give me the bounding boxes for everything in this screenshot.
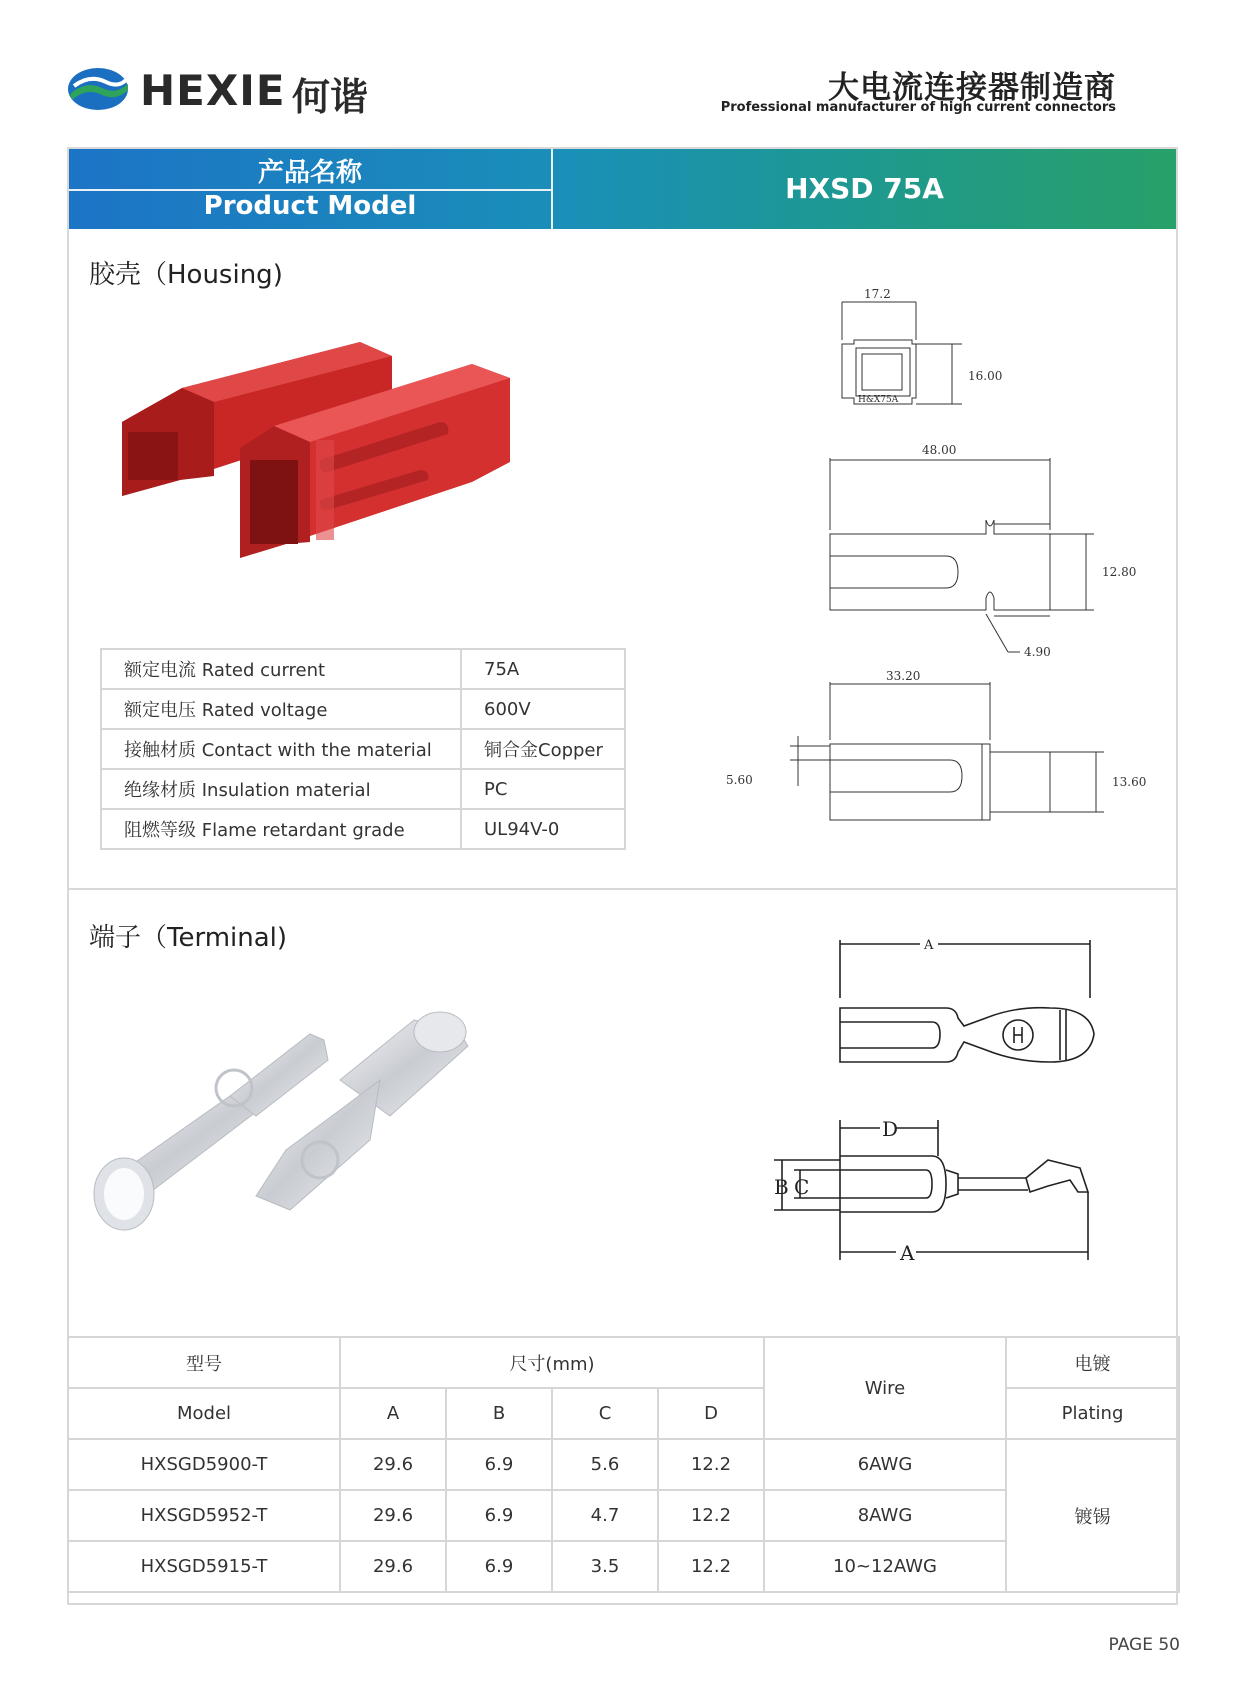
header-dim-d: D: [658, 1388, 764, 1439]
cell-c: 4.7: [552, 1490, 658, 1541]
table-header-row: [68, 1337, 1179, 1388]
cell-c: 3.5: [552, 1541, 658, 1592]
terminal-spec-table: [67, 1336, 1180, 1593]
header-model-en: Model: [68, 1388, 340, 1439]
cell-b: 6.9: [446, 1490, 552, 1541]
spec-label: 绝缘材质 Insulation material: [101, 769, 461, 809]
cell-d: 12.2: [658, 1541, 764, 1592]
cell-wire: 8AWG: [764, 1490, 1006, 1541]
header-plating-en: Plating: [1006, 1388, 1179, 1439]
housing-section-title: 胶壳（Housing): [89, 260, 283, 290]
cell-model: HXSGD5952-T: [68, 1490, 340, 1541]
terminal-photo: [80, 1000, 510, 1260]
dim-d-label: D: [882, 1117, 899, 1141]
dim-side-length: 33.20: [886, 669, 921, 683]
section-divider: [67, 888, 1178, 890]
spec-value: PC: [461, 769, 625, 809]
dim-c-label: C: [794, 1175, 810, 1199]
header-wire: Wire: [764, 1337, 1006, 1439]
spec-value: 75A: [461, 649, 625, 689]
page-number: PAGE 50: [1108, 1635, 1180, 1655]
header-dim-a: A: [340, 1388, 446, 1439]
table-row: [68, 1439, 1179, 1490]
cell-a: 29.6: [340, 1439, 446, 1490]
brand-name-cn: 何谐: [292, 75, 369, 119]
dim-side-offset: 5.60: [726, 773, 753, 787]
tagline-cn: 大电流连接器制造商: [828, 70, 1116, 106]
terminal-technical-drawing: [760, 930, 1120, 1270]
spec-value: 600V: [461, 689, 625, 729]
product-model-label-en: Product Model: [203, 191, 417, 221]
dim-top-height: 12.80: [1102, 565, 1137, 579]
dim-side-height: 13.60: [1112, 775, 1147, 789]
cell-b: 6.9: [446, 1541, 552, 1592]
tagline-en: Professional manufacturer of high current connectors: [720, 100, 1116, 115]
terminal-section-title: 端子（Terminal): [89, 923, 288, 953]
header-size-cn: 尺寸(mm): [340, 1337, 764, 1388]
spec-row: [101, 729, 625, 769]
housing-photo: [110, 330, 550, 590]
cell-d: 12.2: [658, 1439, 764, 1490]
front-marking: H&X75A: [858, 395, 899, 405]
cell-c: 5.6: [552, 1439, 658, 1490]
header-dim-b: B: [446, 1388, 552, 1439]
dim-top-notch: 4.90: [1024, 645, 1051, 659]
spec-value: UL94V-0: [461, 809, 625, 849]
dim-front-height: 16.00: [968, 369, 1003, 383]
product-model-label-cn: 产品名称: [257, 158, 362, 188]
spec-row: [101, 769, 625, 809]
spec-row: [101, 689, 625, 729]
spec-row: [101, 649, 625, 689]
table-header-row: [68, 1388, 1179, 1439]
housing-spec-table: [100, 648, 626, 850]
cell-b: 6.9: [446, 1439, 552, 1490]
dim-front-width: 17.2: [864, 287, 891, 301]
header-dim-c: C: [552, 1388, 658, 1439]
spec-label: 接触材质 Contact with the material: [101, 729, 461, 769]
terminal-table-body: [68, 1337, 1179, 1592]
dim-a-label: A: [924, 938, 934, 953]
header-plating-cn: 电镀: [1006, 1337, 1179, 1388]
header-model-cn: 型号: [68, 1337, 340, 1388]
spec-table-body: [101, 649, 625, 849]
hexie-logo-icon: [66, 66, 130, 112]
dim-b-label: B: [774, 1175, 789, 1199]
cell-wire: 10~12AWG: [764, 1541, 1006, 1592]
spec-value: 铜合金Copper: [461, 729, 625, 769]
housing-technical-drawing: [690, 280, 1147, 820]
cell-d: 12.2: [658, 1490, 764, 1541]
brand-name: HEXIE: [140, 66, 286, 115]
spec-label: 额定电压 Rated voltage: [101, 689, 461, 729]
cell-model: HXSGD5915-T: [68, 1541, 340, 1592]
product-model-value: HXSD 75A: [785, 172, 944, 205]
dim-a-label: A: [900, 1241, 915, 1265]
spec-label: 阻燃等级 Flame retardant grade: [101, 809, 461, 849]
spec-label: 额定电流 Rated current: [101, 649, 461, 689]
spec-row: [101, 809, 625, 849]
cell-model: HXSGD5900-T: [68, 1439, 340, 1490]
cell-plating: 镀锡: [1006, 1439, 1179, 1592]
cell-a: 29.6: [340, 1490, 446, 1541]
cell-wire: 6AWG: [764, 1439, 1006, 1490]
dim-top-length: 48.00: [922, 443, 957, 457]
cell-a: 29.6: [340, 1541, 446, 1592]
